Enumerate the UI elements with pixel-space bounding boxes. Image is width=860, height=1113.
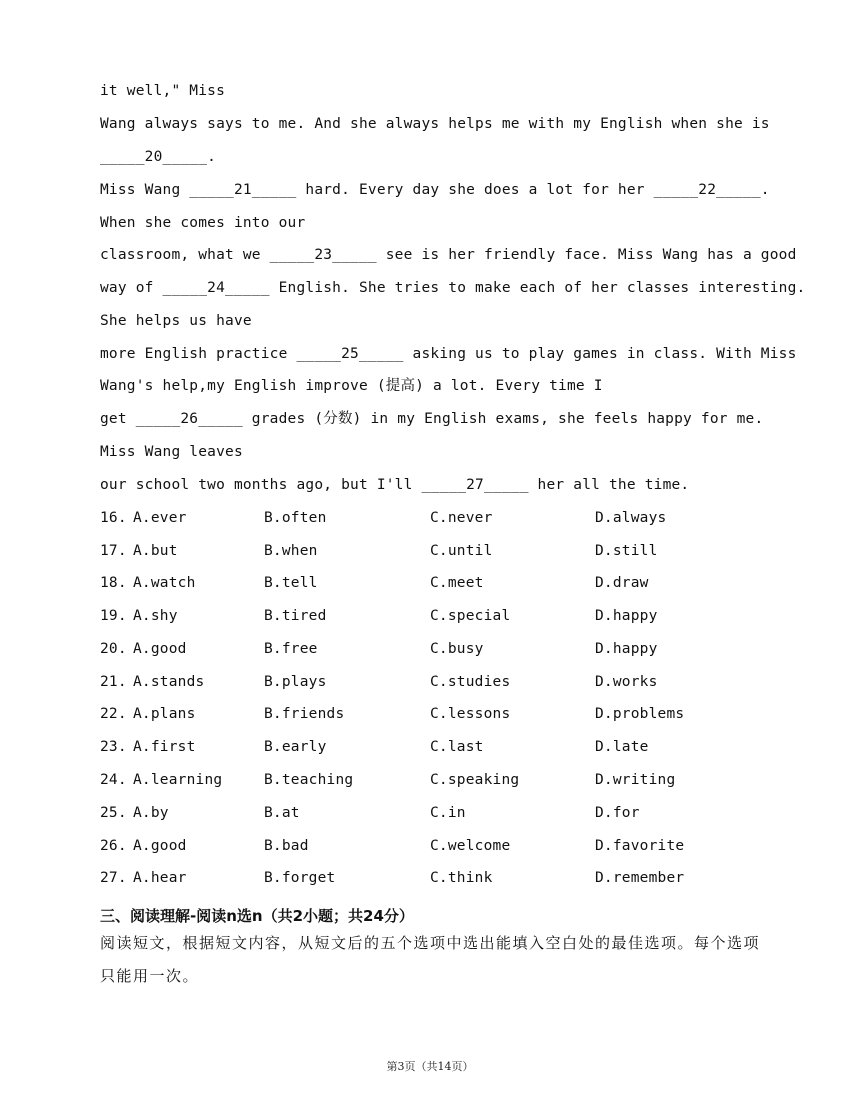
option-d: D.for	[595, 805, 640, 821]
option-a: A.watch	[133, 575, 196, 591]
passage-line: She helps us have	[100, 313, 252, 329]
option-d: D.always	[595, 510, 667, 526]
passage-line: Miss Wang leaves	[100, 444, 243, 460]
passage-line: it well," Miss	[100, 83, 226, 99]
question-number: 17.	[100, 543, 127, 559]
question-number: 16.	[100, 510, 127, 526]
option-b: B.often	[264, 510, 327, 526]
option-d: D.writing	[595, 772, 676, 788]
option-c: C.never	[430, 510, 493, 526]
option-a: A.stands	[133, 674, 205, 690]
option-c: C.lessons	[430, 706, 511, 722]
option-b: B.when	[264, 543, 318, 559]
option-a: A.by	[133, 805, 169, 821]
question-number: 19.	[100, 608, 127, 624]
option-b: B.plays	[264, 674, 327, 690]
passage-line: our school two months ago, but I'll _____27_____ her all the time.	[100, 477, 690, 493]
passage-line: Wang always says to me. And she always helps me with my English when she is	[100, 116, 770, 132]
option-c: C.think	[430, 870, 493, 886]
option-c: C.studies	[430, 674, 511, 690]
passage-line: more English practice _____25_____ asking us to play games in class. With Miss	[100, 346, 797, 362]
option-d: D.draw	[595, 575, 649, 591]
question-number: 20.	[100, 641, 127, 657]
question-number: 27.	[100, 870, 127, 886]
question-number: 25.	[100, 805, 127, 821]
option-b: B.bad	[264, 838, 309, 854]
option-a: A.ever	[133, 510, 187, 526]
passage-line: get _____26_____ grades (分数) in my English exams, she feels happy for me.	[100, 411, 764, 427]
option-b: B.free	[264, 641, 318, 657]
option-a: A.good	[133, 641, 187, 657]
passage-line: way of _____24_____ English. She tries to make each of her classes interesting.	[100, 280, 806, 296]
option-c: C.busy	[430, 641, 484, 657]
option-d: D.still	[595, 543, 658, 559]
passage-line: Wang's help,my English improve (提高) a lot. Every time I	[100, 378, 603, 394]
option-b: B.tired	[264, 608, 327, 624]
option-b: B.tell	[264, 575, 318, 591]
option-d: D.problems	[595, 706, 685, 722]
question-number: 24.	[100, 772, 127, 788]
option-b: B.forget	[264, 870, 336, 886]
option-c: C.welcome	[430, 838, 511, 854]
option-c: C.until	[430, 543, 493, 559]
option-c: C.meet	[430, 575, 484, 591]
option-b: B.at	[264, 805, 300, 821]
section-instruction: 阅读短文，根据短文内容，从短文后的五个选项中选出能填入空白处的最佳选项。每个选项只能用一次。	[100, 934, 761, 985]
option-a: A.first	[133, 739, 196, 755]
question-number: 18.	[100, 575, 127, 591]
passage-line: _____20_____.	[100, 149, 217, 165]
option-b: B.early	[264, 739, 327, 755]
question-number: 23.	[100, 739, 127, 755]
option-a: A.plans	[133, 706, 196, 722]
passage-line: classroom, what we _____23_____ see is her friendly face. Miss Wang has a good	[100, 247, 797, 263]
option-d: D.late	[595, 739, 649, 755]
option-d: D.works	[595, 674, 658, 690]
option-c: C.special	[430, 608, 511, 624]
option-d: D.happy	[595, 608, 658, 624]
question-number: 26.	[100, 838, 127, 854]
passage-line: When she comes into our	[100, 215, 306, 231]
passage-line: Miss Wang _____21_____ hard. Every day she does a lot for her _____22_____.	[100, 182, 770, 198]
option-d: D.favorite	[595, 838, 685, 854]
option-a: A.hear	[133, 870, 187, 886]
section-heading: 三、阅读理解-阅读n选n（共2小题；共24分）	[100, 907, 414, 925]
option-d: D.remember	[595, 870, 685, 886]
option-a: A.learning	[133, 772, 223, 788]
option-c: C.last	[430, 739, 484, 755]
option-b: B.teaching	[264, 772, 354, 788]
option-c: C.speaking	[430, 772, 520, 788]
option-d: D.happy	[595, 641, 658, 657]
option-b: B.friends	[264, 706, 345, 722]
option-a: A.shy	[133, 608, 178, 624]
page-footer: 第3页（共14页）	[386, 1060, 474, 1073]
option-c: C.in	[430, 805, 466, 821]
question-number: 21.	[100, 674, 127, 690]
option-a: A.but	[133, 543, 178, 559]
question-number: 22.	[100, 706, 127, 722]
option-a: A.good	[133, 838, 187, 854]
